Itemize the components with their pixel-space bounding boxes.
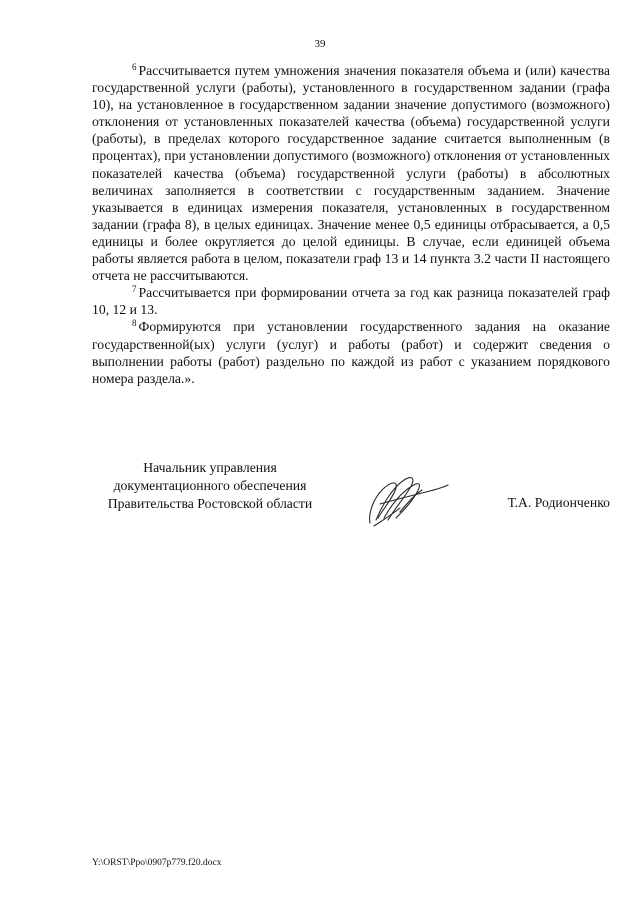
footnote-mark: 8	[132, 318, 137, 329]
page-number: 39	[314, 38, 326, 50]
file-path: Y:\ORST\Ppo\0907p779.f20.docx	[92, 858, 222, 868]
signatory-name: Т.А. Родионченко	[507, 495, 610, 510]
signatory-title-line: документационного обеспечения	[113, 478, 307, 493]
footnote-text: Рассчитывается путем умножения значения показателя объема и (или) качества государственной услуги (работы), установленного в государственном задании (графа 10), на установленное в государственном задании значение допустимого (возможного) отклонения от установленных показателей качества (объема) государственной услуги (работы), в пределах которого государственное задание считается выполненным (в процентах), при установлении допустимого (возможного) отклонения от установленных показателей качества (объема) государственной услуги (работы) в абсолютных величинах заполняется в соответствии с государственным заданием. Значение указывается в единицах измерения показателя, установленных в государственном задании (графа 8), в целых единицах. Значение менее 0,5 единицы отбрасывается, а 0,5 единицы и более округляется до целой единицы. В случае, если единицей объема работы является работа в целом, показатели граф 13 и 14 пункта 3.2 части II настоящего отчета не рассчитываются.	[92, 63, 610, 284]
footnote-6	[92, 62, 610, 284]
signatory-title-line: Правительства Ростовской области	[107, 496, 313, 511]
footnote-mark: 6	[132, 62, 137, 72]
signatory-title	[92, 459, 328, 513]
footnote-8	[92, 318, 610, 386]
footnote-text: Формируются при установлении государственного задания на оказание государственной(ых) услуги (услуг) и работы (работ) и содержит сведения о выполнении работы (работ) раздельно по каждой из работ с указанием порядкового номера раздела.».	[92, 319, 610, 386]
signatory-title-line: Начальник управления	[143, 460, 277, 475]
footnote-mark: 7	[132, 284, 137, 295]
footnote-7	[92, 284, 610, 318]
handwritten-signature	[360, 468, 450, 530]
footnote-text: Рассчитывается при формировании отчета за год как разница показателей граф 10, 12 и 13.	[92, 285, 610, 318]
footnotes-section	[92, 62, 610, 387]
